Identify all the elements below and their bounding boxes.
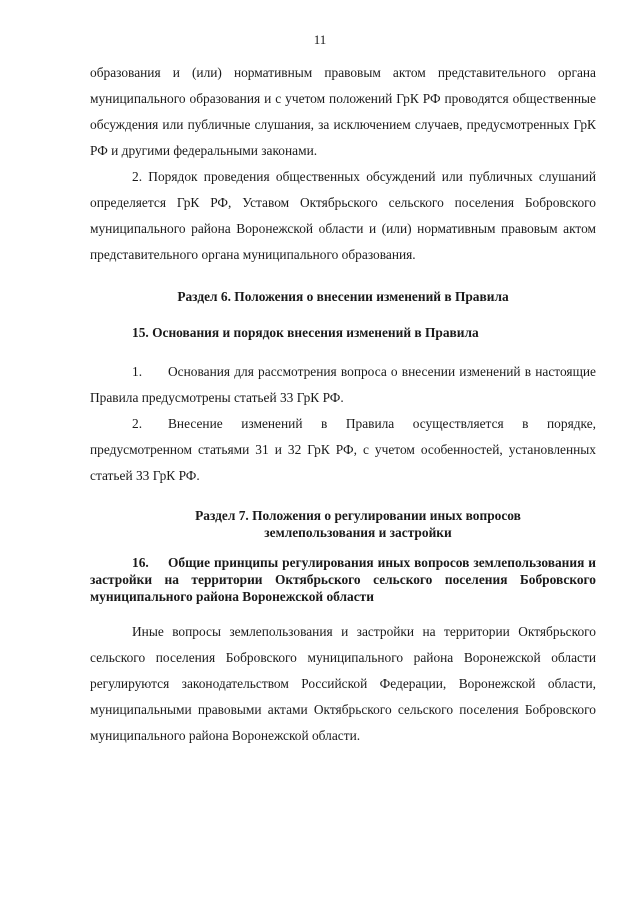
page-number: 11 bbox=[313, 32, 327, 47]
list-item-text: Внесение изменений в Правила осуществляется в порядке, предусмотренном статьями 31 и 32 ГрК РФ, с учетом особенностей, установленных статьей 33 ГрК РФ. bbox=[90, 416, 596, 483]
section-7-title-line2: землепользования и застройки bbox=[264, 525, 452, 540]
list-item-number: 1. bbox=[132, 364, 143, 379]
article-16-number: 16. bbox=[132, 555, 149, 570]
list-item-text: Основания для рассмотрения вопроса о внесении изменений в настоящие Правила предусмотрены статьей 33 ГрК РФ. bbox=[90, 364, 596, 405]
list-item bbox=[90, 411, 596, 489]
section-7-title bbox=[90, 507, 596, 541]
article-16-title-text: Общие принципы регулирования иных вопросов землепользования и застройки на территории Октябрьского сельского поселения Бобровского муниципального района Воронежской области bbox=[90, 555, 596, 604]
list-item bbox=[90, 359, 596, 411]
paragraph-item-2: 2. Порядок проведения общественных обсуждений или публичных слушаний определяется ГрК РФ, Уставом Октябрьского сельского поселения Бобровского муниципального района Воронежской области и (или) нормативным правовым актом представительного органа муниципального образования. bbox=[90, 169, 596, 262]
paragraph-article-16-body: Иные вопросы землепользования и застройки на территории Октябрьского сельского поселения Бобровского муниципального района Воронежской области регулируются законодательством Российской Федерации, Воронежской области, муниципальными правовыми актами Октябрьского сельского поселения Бобровского муниципального района Воронежской области. bbox=[90, 624, 596, 743]
section-6-title: Раздел 6. Положения о внесении изменений в Правила bbox=[177, 289, 509, 304]
list-item-number: 2. bbox=[132, 416, 143, 431]
document-body bbox=[90, 60, 596, 749]
paragraph-continuation: образования и (или) нормативным правовым актом представительного органа муниципального образования и с учетом положений ГрК РФ проводятся общественные обсуждения или публичные слушания, за исключением случаев, предусмотренных ГрК РФ и другими федеральными законами. bbox=[90, 65, 596, 158]
article-15-title: 15. Основания и порядок внесения изменений в Правила bbox=[132, 325, 479, 340]
section-7-title-line1: Раздел 7. Положения о регулировании иных вопросов bbox=[195, 508, 521, 523]
article-16-title bbox=[90, 554, 596, 605]
